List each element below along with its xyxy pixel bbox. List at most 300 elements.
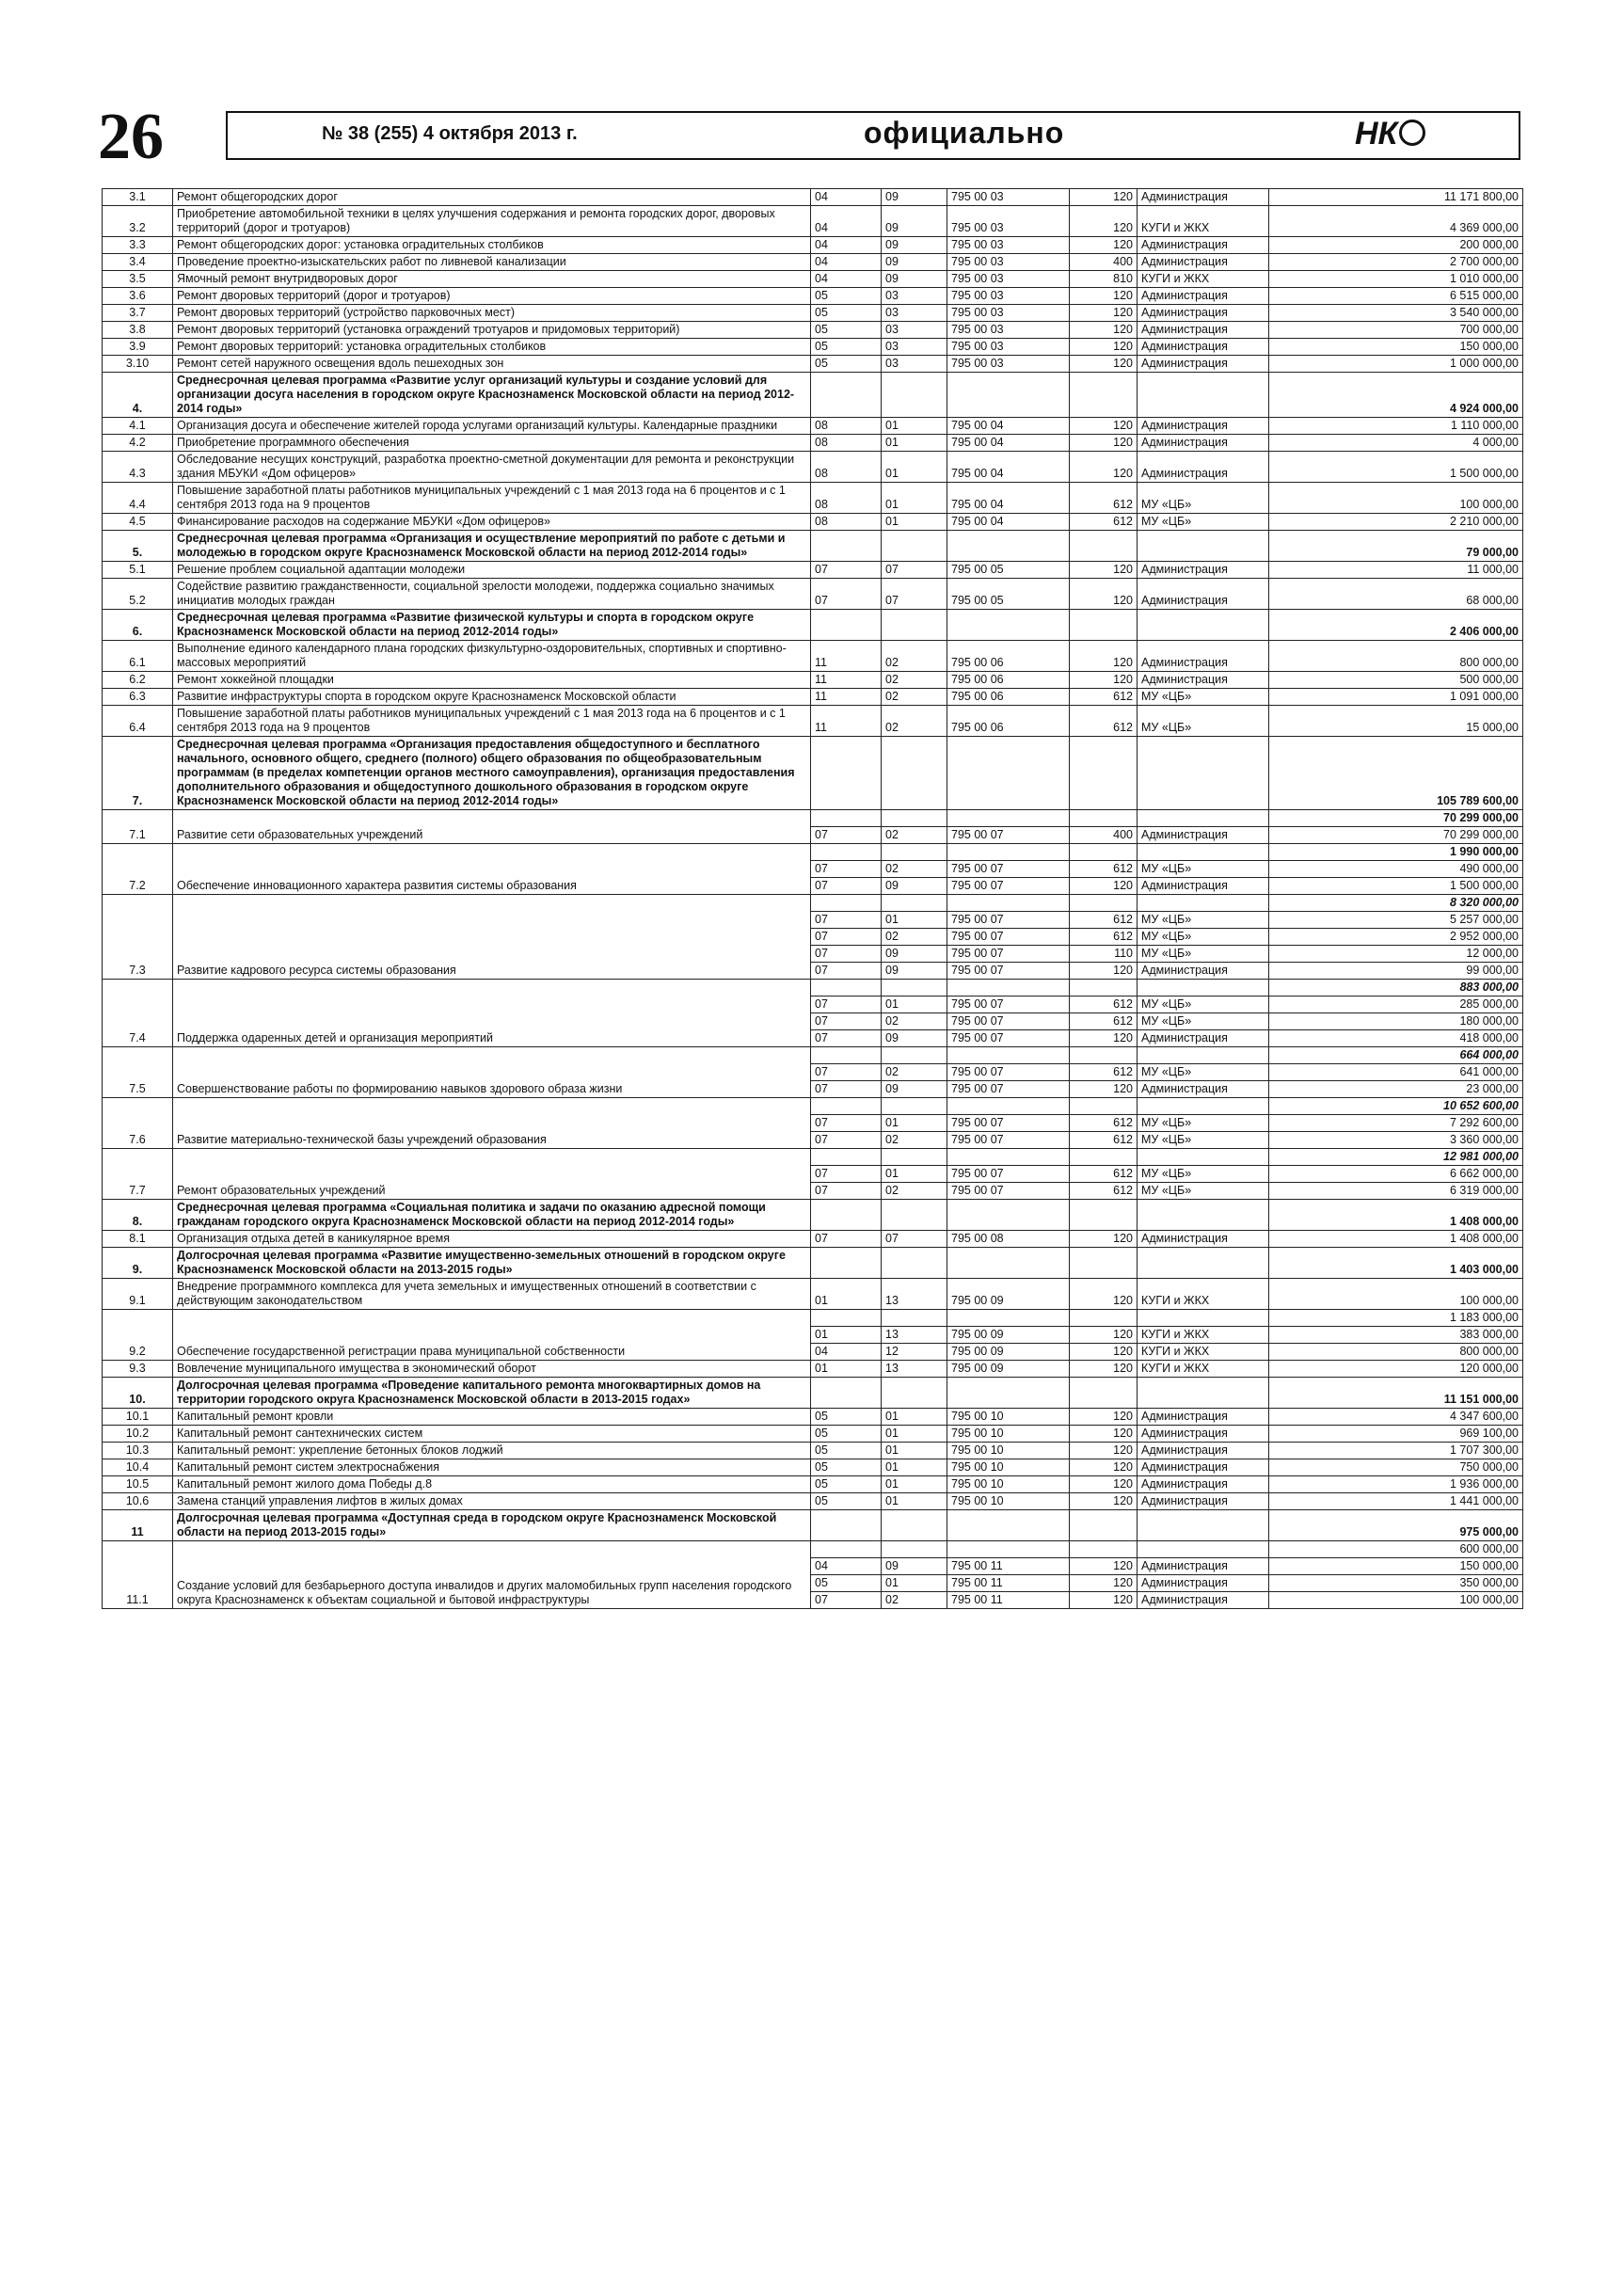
table-row [103, 641, 1523, 672]
subtotal-amount: 70 299 000,00 [1269, 810, 1523, 827]
target-article-code [947, 980, 1070, 997]
expense-type-code: 612 [1070, 912, 1138, 929]
target-article-code: 795 00 04 [947, 452, 1070, 483]
item-name: Долгосрочная целевая программа «Доступная среда в городском округе Краснознаменск Московской области на период 2013-2015 годы» [173, 1510, 811, 1541]
subsection-code: 03 [882, 339, 947, 356]
administrator [1138, 1047, 1269, 1064]
target-article-code [947, 1098, 1070, 1115]
amount: 5 257 000,00 [1269, 912, 1523, 929]
subsection-code: 09 [882, 1030, 947, 1047]
target-article-code: 795 00 07 [947, 1132, 1070, 1149]
table-row [103, 689, 1523, 706]
expense-type-code: 612 [1070, 929, 1138, 946]
item-number: 3.4 [103, 254, 173, 271]
target-article-code: 795 00 03 [947, 271, 1070, 288]
expense-type-code [1070, 895, 1138, 912]
table-row [103, 1443, 1523, 1459]
administrator: МУ «ЦБ» [1138, 483, 1269, 514]
subtotal-amount: 600 000,00 [1269, 1541, 1523, 1558]
section-code: 01 [811, 1361, 882, 1378]
administrator: Администрация [1138, 322, 1269, 339]
subsection-code [882, 1200, 947, 1231]
expense-type-code: 120 [1070, 1592, 1138, 1609]
item-name: Долгосрочная целевая программа «Проведение капитального ремонта многоквартирных домов на территории городского округа Краснознаменск Московской области в 2013-2015 годах» [173, 1378, 811, 1409]
subsection-code: 02 [882, 689, 947, 706]
subsection-code [882, 1248, 947, 1279]
section-code: 07 [811, 861, 882, 878]
subsection-code: 02 [882, 1592, 947, 1609]
target-article-code [947, 810, 1070, 827]
section-code [811, 1248, 882, 1279]
section-code: 08 [811, 435, 882, 452]
amount: 500 000,00 [1269, 672, 1523, 689]
expense-type-code: 612 [1070, 861, 1138, 878]
amount: 1 000 000,00 [1269, 356, 1523, 373]
target-article-code: 795 00 07 [947, 912, 1070, 929]
target-article-code: 795 00 03 [947, 339, 1070, 356]
target-article-code: 795 00 04 [947, 483, 1070, 514]
administrator: Администрация [1138, 1409, 1269, 1426]
page-number: 26 [98, 101, 164, 173]
item-number: 7.3 [103, 895, 173, 980]
administrator: Администрация [1138, 1426, 1269, 1443]
subsection-code: 02 [882, 1132, 947, 1149]
item-name: Совершенствование работы по формированию навыков здорового образа жизни [173, 1047, 811, 1098]
table-row [103, 844, 1523, 861]
subsection-code: 01 [882, 452, 947, 483]
section-code: 08 [811, 483, 882, 514]
section-code: 08 [811, 514, 882, 531]
amount: 1 010 000,00 [1269, 271, 1523, 288]
section-code: 07 [811, 878, 882, 895]
logo-emblem-icon [1399, 120, 1425, 146]
expense-type-code: 120 [1070, 1476, 1138, 1493]
subsection-code: 02 [882, 1013, 947, 1030]
section-code: 07 [811, 562, 882, 579]
subtotal-amount: 664 000,00 [1269, 1047, 1523, 1064]
administrator [1138, 895, 1269, 912]
administrator [1138, 980, 1269, 997]
subtotal-amount: 883 000,00 [1269, 980, 1523, 997]
amount: 2 952 000,00 [1269, 929, 1523, 946]
item-name: Организация досуга и обеспечение жителей города услугами организаций культуры. Календарные праздники [173, 418, 811, 435]
expense-type-code: 120 [1070, 418, 1138, 435]
subsection-code: 01 [882, 1575, 947, 1592]
section-code: 07 [811, 946, 882, 963]
subsection-code [882, 610, 947, 641]
target-article-code [947, 531, 1070, 562]
item-name: Ремонт образовательных учреждений [173, 1149, 811, 1200]
section-code: 07 [811, 1115, 882, 1132]
expense-type-code [1070, 980, 1138, 997]
item-number: 9.3 [103, 1361, 173, 1378]
item-name: Ремонт общегородских дорог: установка оградительных столбиков [173, 237, 811, 254]
item-name: Замена станций управления лифтов в жилых домах [173, 1493, 811, 1510]
item-number: 4.1 [103, 418, 173, 435]
target-article-code: 795 00 06 [947, 689, 1070, 706]
table-row [103, 980, 1523, 997]
expense-type-code: 120 [1070, 1459, 1138, 1476]
subsection-code: 09 [882, 271, 947, 288]
table-row [103, 1310, 1523, 1327]
item-name: Ремонт дворовых территорий (дорог и тротуаров) [173, 288, 811, 305]
target-article-code: 795 00 10 [947, 1493, 1070, 1510]
administrator: КУГИ и ЖКХ [1138, 1344, 1269, 1361]
administrator: МУ «ЦБ» [1138, 1166, 1269, 1183]
section-code: 01 [811, 1279, 882, 1310]
administrator [1138, 810, 1269, 827]
section-code: 08 [811, 452, 882, 483]
subtotal-amount: 1 183 000,00 [1269, 1310, 1523, 1327]
item-number: 9.2 [103, 1310, 173, 1361]
section-code: 05 [811, 322, 882, 339]
subsection-code: 02 [882, 827, 947, 844]
target-article-code: 795 00 03 [947, 305, 1070, 322]
subsection-code: 03 [882, 305, 947, 322]
item-number: 4. [103, 373, 173, 418]
item-name: Ямочный ремонт внутридворовых дорог [173, 271, 811, 288]
subsection-code: 01 [882, 514, 947, 531]
amount: 1 408 000,00 [1269, 1231, 1523, 1248]
amount: 99 000,00 [1269, 963, 1523, 980]
table-row [103, 579, 1523, 610]
section-code: 11 [811, 641, 882, 672]
item-number: 10.2 [103, 1426, 173, 1443]
section-code: 07 [811, 912, 882, 929]
expense-type-code: 120 [1070, 305, 1138, 322]
subsection-code [882, 1098, 947, 1115]
administrator: МУ «ЦБ» [1138, 706, 1269, 737]
expense-type-code [1070, 1310, 1138, 1327]
program-total: 105 789 600,00 [1269, 737, 1523, 810]
administrator [1138, 373, 1269, 418]
administrator: МУ «ЦБ» [1138, 1064, 1269, 1081]
target-article-code: 795 00 09 [947, 1279, 1070, 1310]
expense-type-code: 612 [1070, 1064, 1138, 1081]
table-row [103, 418, 1523, 435]
item-name: Долгосрочная целевая программа «Развитие имущественно-земельных отношений в городском округе Краснознаменск Московской области на 2013-2015 годы» [173, 1248, 811, 1279]
administrator: Администрация [1138, 641, 1269, 672]
table-row [103, 189, 1523, 206]
administrator [1138, 1310, 1269, 1327]
target-article-code: 795 00 10 [947, 1426, 1070, 1443]
amount: 1 091 000,00 [1269, 689, 1523, 706]
program-total: 1 408 000,00 [1269, 1200, 1523, 1231]
table-row [103, 322, 1523, 339]
administrator: Администрация [1138, 827, 1269, 844]
subsection-code: 01 [882, 912, 947, 929]
item-name: Ремонт дворовых территорий (устройство парковочных мест) [173, 305, 811, 322]
table-row [103, 1541, 1523, 1558]
item-name: Среднесрочная целевая программа «Организация предоставления общедоступного и бесплатного начального, основного общего, среднего (полного) общего образования по общеобразовательным программам (в пределах компетенции органов местного самоуправления), организация предоставления дополнительного образования и общедоступного дошкольного образования в городском округе Краснознаменск Московской области на период 2012-2014 годы» [173, 737, 811, 810]
administrator: МУ «ЦБ» [1138, 929, 1269, 946]
subsection-code: 01 [882, 1115, 947, 1132]
subsection-code: 09 [882, 878, 947, 895]
table-row [103, 339, 1523, 356]
item-number: 7.1 [103, 810, 173, 844]
section-code: 05 [811, 1426, 882, 1443]
expense-type-code [1070, 1047, 1138, 1064]
item-name: Вовлечение муниципального имущества в экономический оборот [173, 1361, 811, 1378]
amount: 1 110 000,00 [1269, 418, 1523, 435]
expense-type-code: 120 [1070, 435, 1138, 452]
administrator: Администрация [1138, 305, 1269, 322]
expense-type-code [1070, 1248, 1138, 1279]
section-code: 04 [811, 189, 882, 206]
administrator: МУ «ЦБ» [1138, 912, 1269, 929]
subsection-code [882, 1510, 947, 1541]
item-number: 6. [103, 610, 173, 641]
section-code: 07 [811, 1013, 882, 1030]
section-code: 07 [811, 1132, 882, 1149]
subsection-code: 01 [882, 1443, 947, 1459]
expense-type-code [1070, 844, 1138, 861]
target-article-code: 795 00 03 [947, 189, 1070, 206]
administrator: Администрация [1138, 963, 1269, 980]
item-number: 6.3 [103, 689, 173, 706]
subsection-code: 13 [882, 1327, 947, 1344]
expense-type-code: 120 [1070, 1231, 1138, 1248]
item-number: 6.1 [103, 641, 173, 672]
target-article-code: 795 00 03 [947, 206, 1070, 237]
expense-type-code: 120 [1070, 1426, 1138, 1443]
expense-type-code: 120 [1070, 1030, 1138, 1047]
administrator: Администрация [1138, 237, 1269, 254]
table-row [103, 1426, 1523, 1443]
item-name: Решение проблем социальной адаптации молодежи [173, 562, 811, 579]
table-row [103, 1493, 1523, 1510]
item-number: 4.4 [103, 483, 173, 514]
target-article-code [947, 1047, 1070, 1064]
subsection-code: 12 [882, 1344, 947, 1361]
expense-type-code: 120 [1070, 963, 1138, 980]
amount: 180 000,00 [1269, 1013, 1523, 1030]
target-article-code: 795 00 07 [947, 1030, 1070, 1047]
amount: 100 000,00 [1269, 1279, 1523, 1310]
item-number: 7.7 [103, 1149, 173, 1200]
section-code: 01 [811, 1327, 882, 1344]
administrator: Администрация [1138, 1030, 1269, 1047]
section-code [811, 1378, 882, 1409]
item-name: Капитальный ремонт сантехнических систем [173, 1426, 811, 1443]
section-code [811, 1310, 882, 1327]
amount: 1 500 000,00 [1269, 452, 1523, 483]
section-code: 05 [811, 1493, 882, 1510]
item-number: 6.4 [103, 706, 173, 737]
amount: 6 515 000,00 [1269, 288, 1523, 305]
target-article-code: 795 00 10 [947, 1443, 1070, 1459]
item-name: Создание условий для безбарьерного доступа инвалидов и других маломобильных групп населения городского округа Краснознаменск к объектам социальной и бытовой инфраструктуры [173, 1541, 811, 1609]
item-number: 3.3 [103, 237, 173, 254]
subsection-code [882, 980, 947, 997]
target-article-code: 795 00 03 [947, 237, 1070, 254]
amount: 4 369 000,00 [1269, 206, 1523, 237]
expense-type-code: 810 [1070, 271, 1138, 288]
item-name: Проведение проектно-изыскательских работ по ливневой канализации [173, 254, 811, 271]
expense-type-code: 120 [1070, 1327, 1138, 1344]
expense-type-code: 120 [1070, 878, 1138, 895]
table-row [103, 435, 1523, 452]
target-article-code: 795 00 09 [947, 1361, 1070, 1378]
item-number: 3.9 [103, 339, 173, 356]
subsection-code: 13 [882, 1361, 947, 1378]
expense-type-code: 120 [1070, 356, 1138, 373]
expense-type-code: 120 [1070, 1493, 1138, 1510]
subsection-code: 09 [882, 206, 947, 237]
administrator: МУ «ЦБ» [1138, 1013, 1269, 1030]
table-row [103, 483, 1523, 514]
subsection-code: 02 [882, 1183, 947, 1200]
administrator [1138, 1149, 1269, 1166]
target-article-code: 795 00 10 [947, 1476, 1070, 1493]
item-name: Обеспечение государственной регистрации права муниципальной собственности [173, 1310, 811, 1361]
item-number: 6.2 [103, 672, 173, 689]
target-article-code: 795 00 07 [947, 1013, 1070, 1030]
target-article-code [947, 895, 1070, 912]
administrator: Администрация [1138, 878, 1269, 895]
table-row [103, 206, 1523, 237]
section-code [811, 1149, 882, 1166]
table-row [103, 706, 1523, 737]
item-number: 10.5 [103, 1476, 173, 1493]
section-code [811, 1510, 882, 1541]
subsection-code: 03 [882, 322, 947, 339]
target-article-code: 795 00 06 [947, 706, 1070, 737]
expense-type-code: 612 [1070, 706, 1138, 737]
amount: 23 000,00 [1269, 1081, 1523, 1098]
administrator: МУ «ЦБ» [1138, 861, 1269, 878]
expense-type-code: 120 [1070, 1409, 1138, 1426]
amount: 7 292 600,00 [1269, 1115, 1523, 1132]
target-article-code: 795 00 08 [947, 1231, 1070, 1248]
target-article-code [947, 1541, 1070, 1558]
section-code: 05 [811, 1575, 882, 1592]
program-total: 2 406 000,00 [1269, 610, 1523, 641]
amount: 150 000,00 [1269, 1558, 1523, 1575]
subsection-code: 09 [882, 1081, 947, 1098]
subsection-code [882, 1310, 947, 1327]
item-name: Ремонт сетей наружного освещения вдоль пешеходных зон [173, 356, 811, 373]
amount: 100 000,00 [1269, 1592, 1523, 1609]
expense-type-code: 612 [1070, 1115, 1138, 1132]
item-number: 7.6 [103, 1098, 173, 1149]
item-name: Капитальный ремонт кровли [173, 1409, 811, 1426]
section-code [811, 810, 882, 827]
administrator [1138, 1200, 1269, 1231]
amount: 12 000,00 [1269, 946, 1523, 963]
section-code: 07 [811, 1064, 882, 1081]
administrator: Администрация [1138, 418, 1269, 435]
amount: 15 000,00 [1269, 706, 1523, 737]
target-article-code: 795 00 07 [947, 827, 1070, 844]
table-row [103, 1409, 1523, 1426]
amount: 4 347 600,00 [1269, 1409, 1523, 1426]
section-code [811, 980, 882, 997]
administrator [1138, 1510, 1269, 1541]
subsection-code [882, 1541, 947, 1558]
item-number: 9.1 [103, 1279, 173, 1310]
expense-type-code: 120 [1070, 1344, 1138, 1361]
program-row [103, 610, 1523, 641]
page-header [226, 111, 1520, 160]
amount: 700 000,00 [1269, 322, 1523, 339]
administrator [1138, 531, 1269, 562]
section-code [811, 610, 882, 641]
program-row [103, 373, 1523, 418]
table-row [103, 562, 1523, 579]
expense-type-code: 120 [1070, 339, 1138, 356]
expense-type-code: 110 [1070, 946, 1138, 963]
subtotal-amount: 12 981 000,00 [1269, 1149, 1523, 1166]
table-row [103, 1279, 1523, 1310]
target-article-code: 795 00 03 [947, 322, 1070, 339]
administrator: Администрация [1138, 452, 1269, 483]
section-code: 05 [811, 1476, 882, 1493]
section-code: 04 [811, 1558, 882, 1575]
section-code: 05 [811, 1459, 882, 1476]
subsection-code: 03 [882, 288, 947, 305]
expense-type-code [1070, 1541, 1138, 1558]
expense-type-code: 120 [1070, 1081, 1138, 1098]
administrator: МУ «ЦБ» [1138, 689, 1269, 706]
item-number: 5.1 [103, 562, 173, 579]
section-code: 05 [811, 356, 882, 373]
section-code: 07 [811, 1166, 882, 1183]
amount: 11 000,00 [1269, 562, 1523, 579]
subsection-code: 01 [882, 1426, 947, 1443]
section-code: 05 [811, 1443, 882, 1459]
program-row [103, 1510, 1523, 1541]
subsection-code: 09 [882, 254, 947, 271]
administrator: Администрация [1138, 1443, 1269, 1459]
section-code: 05 [811, 1409, 882, 1426]
item-name: Поддержка одаренных детей и организация мероприятий [173, 980, 811, 1047]
target-article-code: 795 00 04 [947, 514, 1070, 531]
subtotal-amount: 10 652 600,00 [1269, 1098, 1523, 1115]
program-row [103, 1378, 1523, 1409]
target-article-code: 795 00 04 [947, 418, 1070, 435]
target-article-code: 795 00 10 [947, 1409, 1070, 1426]
item-number: 10.3 [103, 1443, 173, 1459]
table-row [103, 514, 1523, 531]
target-article-code: 795 00 07 [947, 1166, 1070, 1183]
subsection-code [882, 1378, 947, 1409]
table-row [103, 1047, 1523, 1064]
target-article-code: 795 00 06 [947, 641, 1070, 672]
item-name: Внедрение программного комплекса для учета земельных и имущественных отношений в соответствии с действующим законодательством [173, 1279, 811, 1310]
item-number: 3.1 [103, 189, 173, 206]
item-name: Повышение заработной платы работников муниципальных учреждений с 1 мая 2013 года на 6 процентов и с 1 сентября 2013 года на 9 процентов [173, 483, 811, 514]
table-row [103, 672, 1523, 689]
subsection-code: 02 [882, 641, 947, 672]
expense-type-code: 120 [1070, 237, 1138, 254]
subsection-code [882, 1047, 947, 1064]
amount: 383 000,00 [1269, 1327, 1523, 1344]
amount: 3 360 000,00 [1269, 1132, 1523, 1149]
item-number: 11 [103, 1510, 173, 1541]
subtotal-amount: 8 320 000,00 [1269, 895, 1523, 912]
administrator: КУГИ и ЖКХ [1138, 1361, 1269, 1378]
amount: 120 000,00 [1269, 1361, 1523, 1378]
administrator [1138, 844, 1269, 861]
item-name: Содействие развитию гражданственности, социальной зрелости молодежи, поддержка социально значимых инициатив молодых граждан [173, 579, 811, 610]
section-code [811, 844, 882, 861]
amount: 350 000,00 [1269, 1575, 1523, 1592]
expense-type-code [1070, 1200, 1138, 1231]
section-code: 11 [811, 672, 882, 689]
amount: 750 000,00 [1269, 1459, 1523, 1476]
item-name: Среднесрочная целевая программа «Развитие физической культуры и спорта в городском округе Краснознаменск Московской области на период 2012-2014 годы» [173, 610, 811, 641]
